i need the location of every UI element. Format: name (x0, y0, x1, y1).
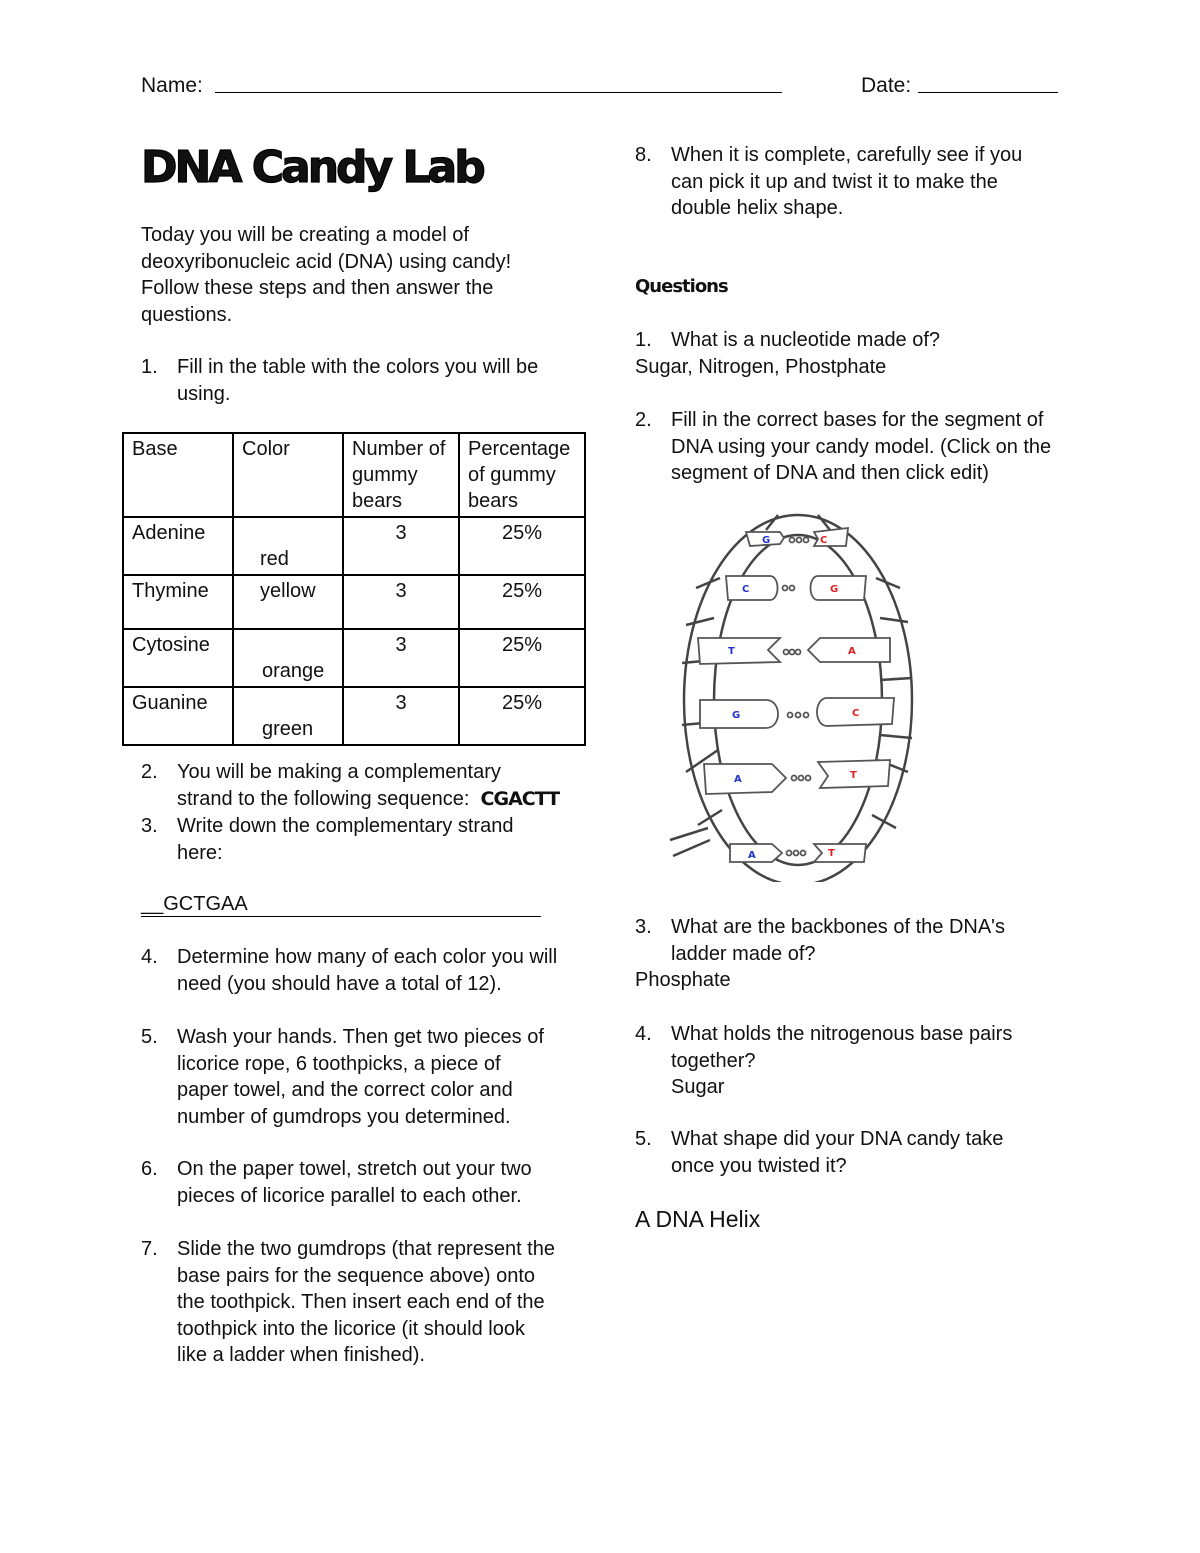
question-4-answer[interactable]: Sugar (671, 1076, 725, 1098)
table-row (123, 687, 585, 745)
table-header-cell: Percentage of gummy bears (459, 433, 585, 517)
table-header-row (123, 433, 585, 517)
step-line: When it is complete, carefully see if you (671, 144, 1023, 166)
right-base-letter: G (830, 584, 839, 595)
right-base-letter: C (820, 535, 828, 546)
question-line: What shape did your DNA candy take (671, 1128, 1004, 1150)
step-line: the toothpick. Then insert each end of the (177, 1291, 545, 1313)
step-4 (141, 944, 581, 998)
question-line: once you twisted it? (671, 1154, 847, 1177)
color-cell[interactable]: orange (233, 629, 343, 687)
base-pair-5[interactable] (704, 760, 890, 794)
intro-line: Today you will be creating a model of (141, 224, 469, 246)
table-row (123, 517, 585, 575)
question-line: Fill in the correct bases for the segment of (671, 409, 1044, 431)
step-number: 5. (141, 1026, 158, 1048)
step-line: On the paper towel, stretch out your two (177, 1158, 532, 1180)
base-cell: Guanine (123, 687, 233, 745)
base-cell: Adenine (123, 517, 233, 575)
table-row (123, 575, 585, 629)
right-base-letter: T (828, 848, 835, 859)
step-number: 6. (141, 1158, 158, 1180)
step-line: You will be making a complementary (177, 761, 501, 783)
intro-line: Follow these steps and then answer the (141, 277, 494, 299)
intro-line: questions. (141, 303, 233, 326)
base-cell: Thymine (123, 575, 233, 629)
step-line: pieces of licorice parallel to each other. (177, 1184, 522, 1207)
base-pair-4[interactable] (700, 698, 894, 728)
step-line: can pick it up and twist it to make the (671, 170, 998, 193)
step-line: number of gumdrops you determined. (177, 1105, 511, 1128)
step-number: 2. (141, 761, 158, 783)
question-1-answer[interactable]: Sugar, Nitrogen, Phostphate (635, 356, 887, 378)
step-line: double helix shape. (671, 197, 844, 219)
table-header-cell: Number of gummy bears (343, 433, 459, 517)
right-base-letter: A (848, 646, 856, 657)
step-5 (141, 1024, 581, 1132)
question-1 (635, 327, 1075, 355)
question-text: What is a nucleotide made of? (671, 329, 941, 351)
base-cell: Cytosine (123, 629, 233, 687)
step-8 (635, 142, 1075, 222)
step-number: 8. (635, 144, 652, 166)
left-base-letter: T (728, 646, 735, 657)
step-line: Slide the two gumdrops (that represent the (177, 1238, 555, 1260)
right-base-letter: T (850, 770, 857, 781)
step-line: Wash your hands. Then get two pieces of (177, 1026, 544, 1048)
number-cell[interactable]: 3 (343, 517, 459, 575)
complementary-strand-answer[interactable] (141, 892, 541, 917)
step-line: need (you should have a total of 12). (177, 972, 502, 995)
question-3-answer[interactable]: Phosphate (635, 969, 731, 991)
step-2 (141, 759, 581, 813)
question-4 (635, 1021, 1075, 1101)
question-line: ladder made of? (671, 942, 816, 965)
table-header-cell: Base (123, 433, 233, 517)
base-pair-3[interactable] (698, 638, 890, 664)
step-number: 7. (141, 1238, 158, 1260)
step-line: licorice rope, 6 toothpicks, a piece of (177, 1052, 501, 1075)
right-base-letter: C (852, 708, 860, 719)
question-5-answer[interactable]: A DNA Helix (635, 1206, 761, 1232)
answer-text: __GCTGAA (141, 893, 248, 915)
question-5 (635, 1126, 1075, 1180)
bases-table (122, 432, 586, 746)
percent-cell[interactable]: 25% (459, 517, 585, 575)
table-header-cell: Color (233, 433, 343, 517)
step-line-text: strand to the following sequence: (177, 787, 470, 810)
percent-cell[interactable]: 25% (459, 687, 585, 745)
question-2 (635, 407, 1075, 487)
question-line: together? (671, 1049, 756, 1072)
question-number: 3. (635, 916, 652, 938)
step-number: 4. (141, 946, 158, 968)
step-line: toothpick into the licorice (it should look (177, 1317, 525, 1340)
number-cell[interactable]: 3 (343, 629, 459, 687)
question-3 (635, 914, 1075, 968)
table-row (123, 629, 585, 687)
intro-line: deoxyribonucleic acid (DNA) using candy! (141, 250, 512, 273)
step-6 (141, 1156, 581, 1210)
page-title: DNA Candy Lab (141, 142, 483, 193)
name-label: Name: (141, 74, 203, 97)
step-line: Write down the complementary strand (177, 815, 514, 837)
left-base-letter: C (742, 584, 750, 595)
question-number: 2. (635, 409, 652, 431)
date-field[interactable] (918, 92, 1058, 93)
step-number: 1. (141, 356, 158, 378)
step-number: 3. (141, 815, 158, 837)
step-line: Determine how many of each color you will (177, 946, 558, 968)
percent-cell[interactable]: 25% (459, 575, 585, 629)
question-number: 1. (635, 329, 652, 351)
color-cell[interactable]: yellow (233, 575, 343, 629)
step-line: like a ladder when finished). (177, 1344, 425, 1366)
color-cell[interactable]: green (233, 687, 343, 745)
step-line: base pairs for the sequence above) onto (177, 1264, 536, 1287)
question-line: DNA using your candy model. (Click on the (671, 435, 1052, 458)
step-line: here: (177, 841, 223, 864)
step-line: paper towel, and the correct color and (177, 1079, 513, 1101)
number-cell[interactable]: 3 (343, 687, 459, 745)
left-base-letter: G (762, 535, 771, 546)
step-line: Fill in the table with the colors you will be (177, 356, 539, 378)
left-base-letter: G (732, 710, 741, 721)
dna-segment-diagram[interactable] (668, 510, 918, 882)
color-cell[interactable]: red (233, 517, 343, 575)
step-1 (141, 354, 581, 414)
number-cell[interactable]: 3 (343, 575, 459, 629)
question-line: What holds the nitrogenous base pairs (671, 1023, 1013, 1045)
dna-sequence: CGACTT (480, 787, 560, 810)
question-number: 4. (635, 1023, 652, 1045)
question-line: What are the backbones of the DNA's (671, 916, 1005, 938)
intro-paragraph (141, 222, 511, 328)
date-label: Date: (861, 74, 912, 97)
name-field[interactable] (215, 92, 782, 93)
questions-heading: Questions (635, 276, 728, 297)
step-line: using. (177, 382, 231, 405)
question-line: segment of DNA and then click edit) (671, 462, 989, 484)
step-3 (141, 813, 581, 867)
left-base-letter: A (734, 774, 742, 785)
question-number: 5. (635, 1128, 652, 1150)
left-base-letter: A (748, 850, 756, 861)
percent-cell[interactable]: 25% (459, 629, 585, 687)
step-7 (141, 1236, 581, 1371)
step-line (177, 786, 559, 813)
